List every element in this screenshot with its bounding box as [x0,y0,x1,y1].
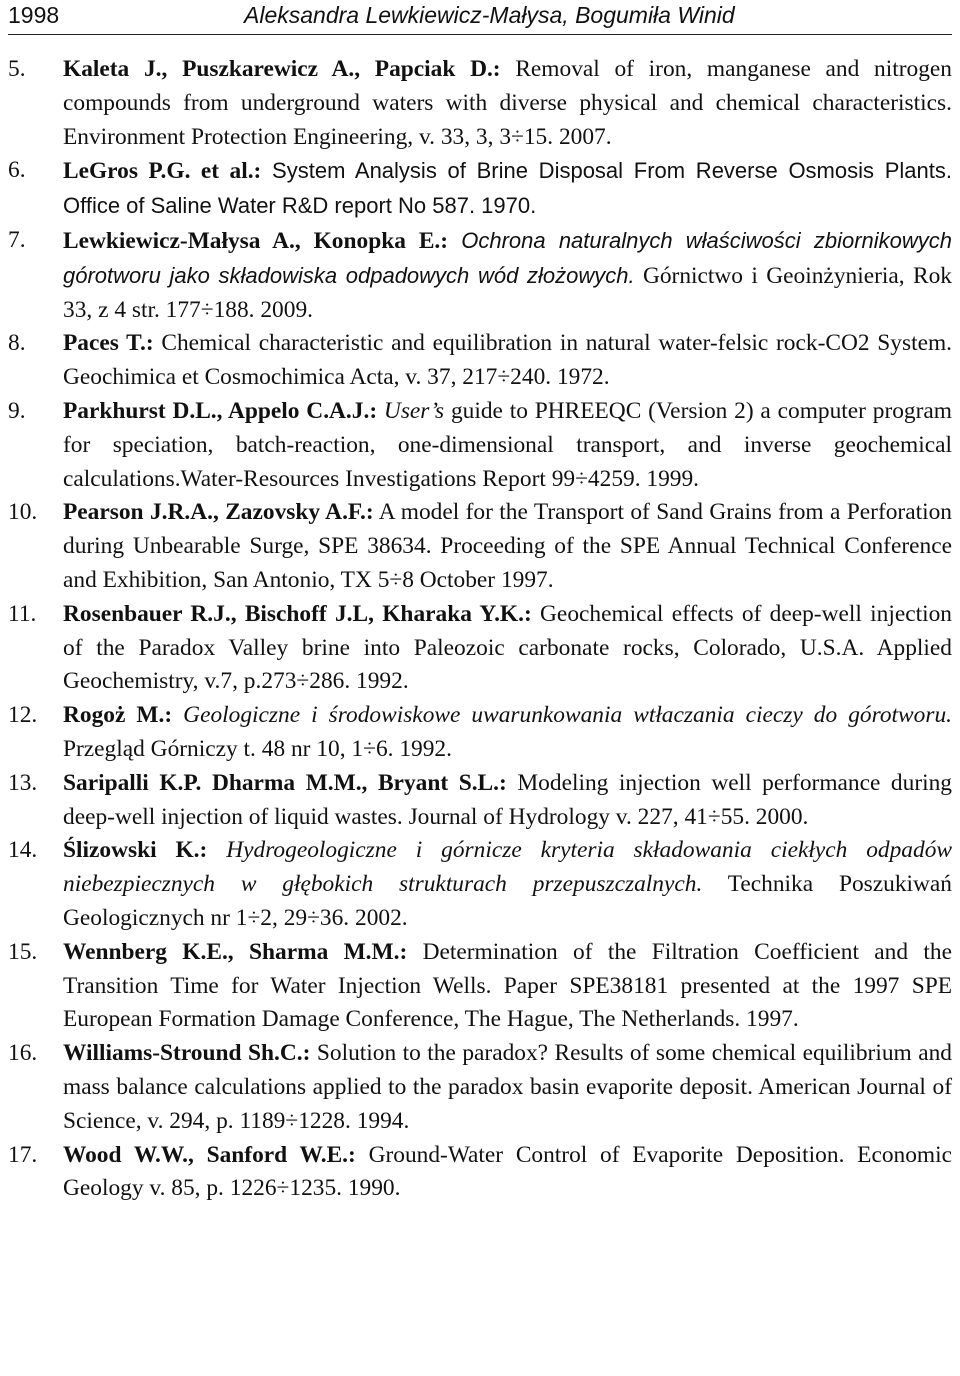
reference-authors: Pearson J.R.A., Zazovsky A.F.: [63,499,374,526]
reference-title: Geologiczne i środowiskowe uwarunkowania wtłaczania cieczy do górotworu. [172,702,952,729]
reference-text: Technika Poszukiwań Geologicznych nr 1÷2, 29÷36. 2002. [63,871,952,931]
reference-authors: Kaleta J., Puszkarewicz A., Papciak D.: [63,56,501,82]
reference-number: 7. [8,226,26,253]
reference-number: 11. [8,600,37,627]
reference-item [8,1037,952,1138]
reference-item [8,699,952,767]
reference-item [8,224,952,327]
reference-text: Solution to the paradox? Results of some chemical equilibrium and mass balance calculations applied to the paradox basin evaporite deposit. American Journal of Science, v. 294, p. 1189÷1228. 1994. [63,1040,952,1134]
reference-item [8,598,952,699]
reference-text: Górnictwo i Geoinżynieria, Rok 33, z 4 str. 177÷188. 2009. [63,262,952,323]
reference-title: Hydrogeologiczne i górnicze kryteria składowania ciekłych odpadów niebezpiecznych w głębokich strukturach przepuszczalnych. [63,837,952,898]
reference-list [8,53,952,1206]
reference-text: Chemical characteristic and equilibration in natural water-felsic rock-CO2 System. Geochimica et Cosmochimica Acta, v. 37, 217÷240. 1972. [63,330,953,391]
reference-authors: Lewkiewicz-Małysa A., Konopka E.: [63,227,449,254]
reference-text: Modeling injection well performance during deep-well injection of liquid wastes. Journal of Hydrology v. 227, 41÷55. 2000. [63,769,952,830]
reference-authors: Ślizowski K.: [63,837,208,864]
reference-item [8,1139,952,1207]
page-number: 1998 [8,2,60,28]
reference-text: Ground-Water Control of Evaporite Deposition. Economic Geology v. 85, p. 1226÷1235. 1990. [63,1141,952,1202]
reference-item [8,53,952,154]
reference-text: A model for the Transport of Sand Grains from a Perforation during Unbearable Surge, SPE 38634. Proceeding of the SPE Annual Technical Conference and Exhibition, San Antonio, TX 5÷8 October 1997. [63,499,952,593]
reference-text: Przegląd Górniczy t. 48 nr 10, 1÷6. 1992. [63,735,452,762]
reference-number: 14. [8,837,38,864]
reference-title: User’s [377,397,445,424]
reference-number: 16. [8,1040,38,1067]
reference-number: 10. [8,499,38,526]
reference-text: Geochemical effects of deep-well injection of the Paradox Valley brine into Paleozoic carbonate rocks, Colorado, U.S.A. Applied Geochemistry, v.7, p.273÷286. 1992. [63,600,952,695]
reference-number: 15. [8,938,38,965]
reference-text: Removal of iron, manganese and nitrogen compounds from underground waters with diverse physical and chemical characteristics. Environment Protection Engineering, v. 33, 3, 3÷15. 2007. [63,56,952,150]
reference-number: 6. [8,157,26,184]
reference-authors: Wood W.W., Sanford W.E.: [63,1141,356,1168]
reference-title: Ochrona naturalnych właściwości zbiornikowych górotworu jako składowiska odpadowych wód złożowych. [63,227,952,288]
reference-number: 5. [8,56,26,82]
reference-authors: Paces T.: [63,330,154,357]
reference-text: System Analysis of Brine Disposal From Reverse Osmosis Plants. Office of Saline Water R&D report No 587. 1970. [63,158,952,219]
reference-authors: Wennberg K.E., Sharma M.M.: [63,938,408,965]
reference-text: Determination of the Filtration Coefficient and the Transition Time for Water Injection Wells. Paper SPE38181 presented at the 1997 SPE European Formation Damage Conference, The Hague, The Netherlands. 1997. [63,938,952,1033]
running-header [8,0,952,35]
reference-item [8,395,952,496]
reference-authors: Parkhurst D.L., Appelo C.A.J.: [63,397,378,424]
reference-item [8,767,952,835]
reference-number: 9. [8,397,26,424]
reference-item [8,154,952,224]
reference-authors: LeGros P.G. et al.: [63,158,262,185]
reference-authors: Rosenbauer R.J., Bischoff J.L, Kharaka Y.K.: [63,600,532,627]
reference-number: 12. [8,702,38,729]
reference-authors: Rogoż M.: [63,702,173,729]
reference-number: 13. [8,769,38,796]
running-header-authors: Aleksandra Lewkiewicz-Małysa, Bogumiła Winid [244,2,735,28]
reference-item [8,496,952,597]
reference-item [8,834,952,935]
reference-item [8,936,952,1037]
reference-authors: Williams-Stround Sh.C.: [63,1040,311,1067]
reference-number: 8. [8,330,26,357]
reference-item [8,327,952,395]
reference-number: 17. [8,1141,38,1168]
reference-text: guide to PHREEQC (Version 2) a computer program for speciation, batch-reaction, one-dimensional transport, and inverse geochemical calculations.Water-Resources Investigations Report 99÷4259. 1999. [63,397,952,492]
reference-authors: Saripalli K.P. Dharma M.M., Bryant S.L.: [63,769,507,796]
